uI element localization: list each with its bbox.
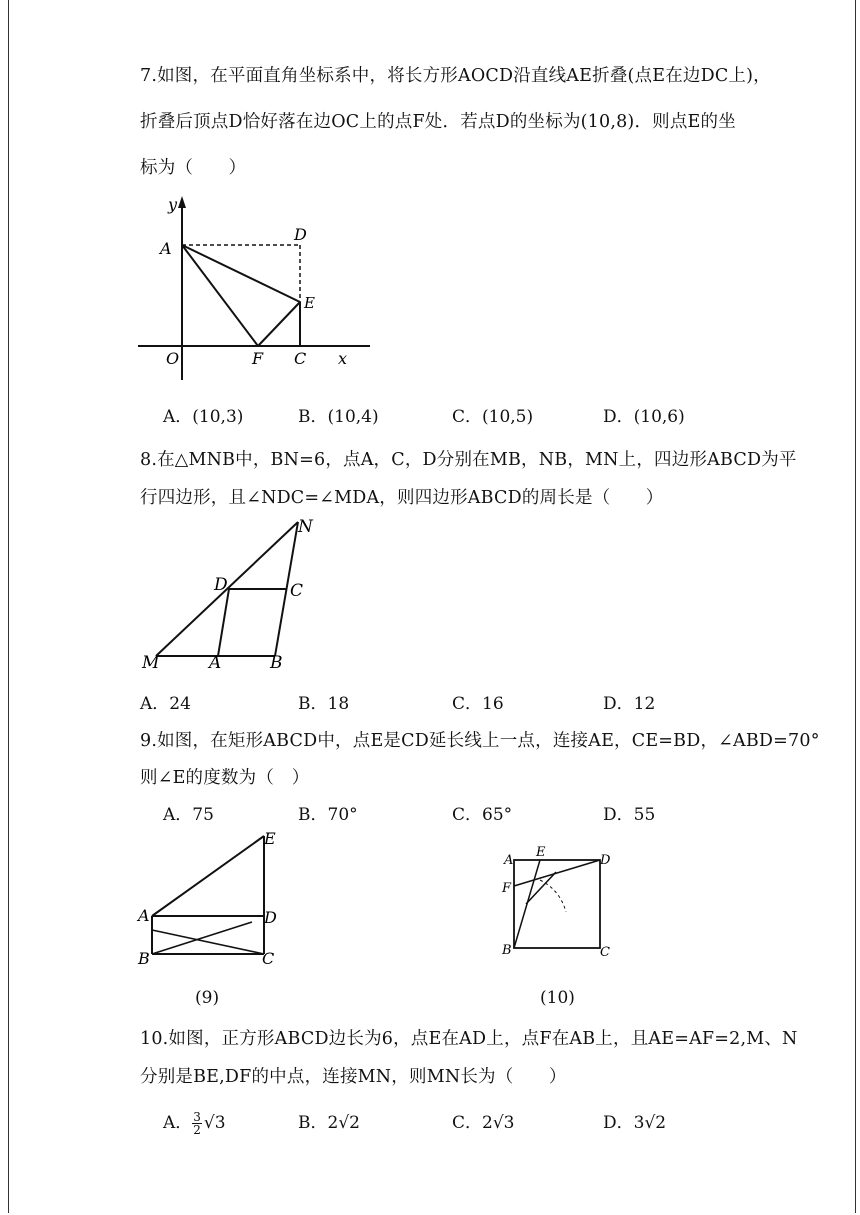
segment-ae <box>152 836 264 916</box>
label-e: E <box>536 845 546 860</box>
q8-option-d[interactable]: D．12 <box>603 694 656 714</box>
fraction: $\frac{3}{2}$ <box>193 1110 201 1137</box>
q10-text-line1: 10.如图，正方形ABCD边长为6，点E在AD上，点F在AB上，且AE=AF=2,M、N <box>140 1029 798 1049</box>
label-x: x <box>338 349 348 368</box>
label-a: A <box>209 653 222 673</box>
q7-option-c[interactable]: C．(10,5) <box>452 407 534 427</box>
label-d: D <box>264 908 277 927</box>
label-c: C <box>290 581 304 601</box>
q7-text-line1: 7.如图，在平面直角坐标系中，将长方形AOCD沿直线AE折叠(点E在边DC上)， <box>140 66 771 86</box>
label-e: E <box>264 829 276 848</box>
label-a: A <box>504 853 514 868</box>
label-b: B <box>138 949 150 968</box>
q8-option-c[interactable]: C．16 <box>452 694 504 714</box>
q10-text-line2: 分别是BE,DF的中点，连接MN，则MN长为（ ） <box>140 1067 567 1087</box>
segment-bd <box>152 922 252 954</box>
label-m: M <box>142 653 160 673</box>
label-o: O <box>166 349 180 368</box>
segment-fd <box>514 860 600 886</box>
q9-text-line2: 则∠E的度数为（ ） <box>140 768 310 788</box>
q10-option-d[interactable]: D．3√2 <box>603 1113 667 1133</box>
q9-option-d[interactable]: D．55 <box>603 805 656 825</box>
label-d: D <box>214 575 228 595</box>
q10-caption: (10) <box>540 988 575 1008</box>
q9-option-c[interactable]: C．65° <box>452 805 513 825</box>
q7-option-d[interactable]: D．(10,6) <box>603 407 685 427</box>
q9-option-b[interactable]: B．70° <box>298 805 358 825</box>
label-c: C <box>600 945 610 960</box>
q9-text-line1: 9.如图，在矩形ABCD中，点E是CD延长线上一点，连接AE，CE=BD，∠ABD=70° <box>140 731 820 751</box>
q8-option-b[interactable]: B．18 <box>298 694 350 714</box>
q7-option-a[interactable]: A．(10,3) <box>163 407 244 427</box>
segment-ac <box>152 930 264 954</box>
segment-ae <box>182 245 300 302</box>
label-e: E <box>304 294 315 312</box>
q8-text-line2: 行四边形，且∠NDC=∠MDA，则四边形ABCD的周长是（ ） <box>140 488 664 508</box>
label-b: B <box>270 653 283 673</box>
segment-af <box>182 245 258 346</box>
q10-option-a[interactable]: A． $\frac{3}{2}$ √3 <box>163 1110 226 1137</box>
label-d: D <box>600 853 611 868</box>
q9-figure <box>134 826 294 976</box>
label-a: A <box>138 906 150 925</box>
q8-text-line1: 8.在△MNB中，BN=6，点A，C，D分别在MB，NB，MN上，四边形ABCD为平 <box>140 450 797 470</box>
q7-text-line2: 折叠后顶点D恰好落在边OC上的点F处．若点D的坐标为(10,8)．则点E的坐 <box>140 112 736 132</box>
label-c: C <box>294 349 307 368</box>
q10-option-b[interactable]: B．2√2 <box>298 1113 360 1133</box>
q7-option-b[interactable]: B．(10,4) <box>298 407 379 427</box>
q7-text-line3: 标为（ ） <box>140 158 247 178</box>
label-d: D <box>294 225 307 244</box>
q10-figure <box>500 840 620 960</box>
segment-da <box>218 589 229 656</box>
label-c: C <box>262 949 275 968</box>
label-b: B <box>502 943 512 958</box>
q8-figure <box>138 510 328 680</box>
label-y: y <box>168 195 178 214</box>
label-n: N <box>298 517 313 537</box>
q8-option-a[interactable]: A．24 <box>140 694 191 714</box>
q10-option-c[interactable]: C．2√3 <box>452 1113 515 1133</box>
q9-option-a[interactable]: A．75 <box>163 805 214 825</box>
label-f: F <box>252 349 264 368</box>
q7-figure <box>130 192 380 392</box>
segment-fe <box>258 302 300 346</box>
y-axis-arrow <box>178 196 186 208</box>
q9-caption: (9) <box>195 988 220 1008</box>
label-a: A <box>160 239 172 258</box>
label-f: F <box>502 881 512 896</box>
